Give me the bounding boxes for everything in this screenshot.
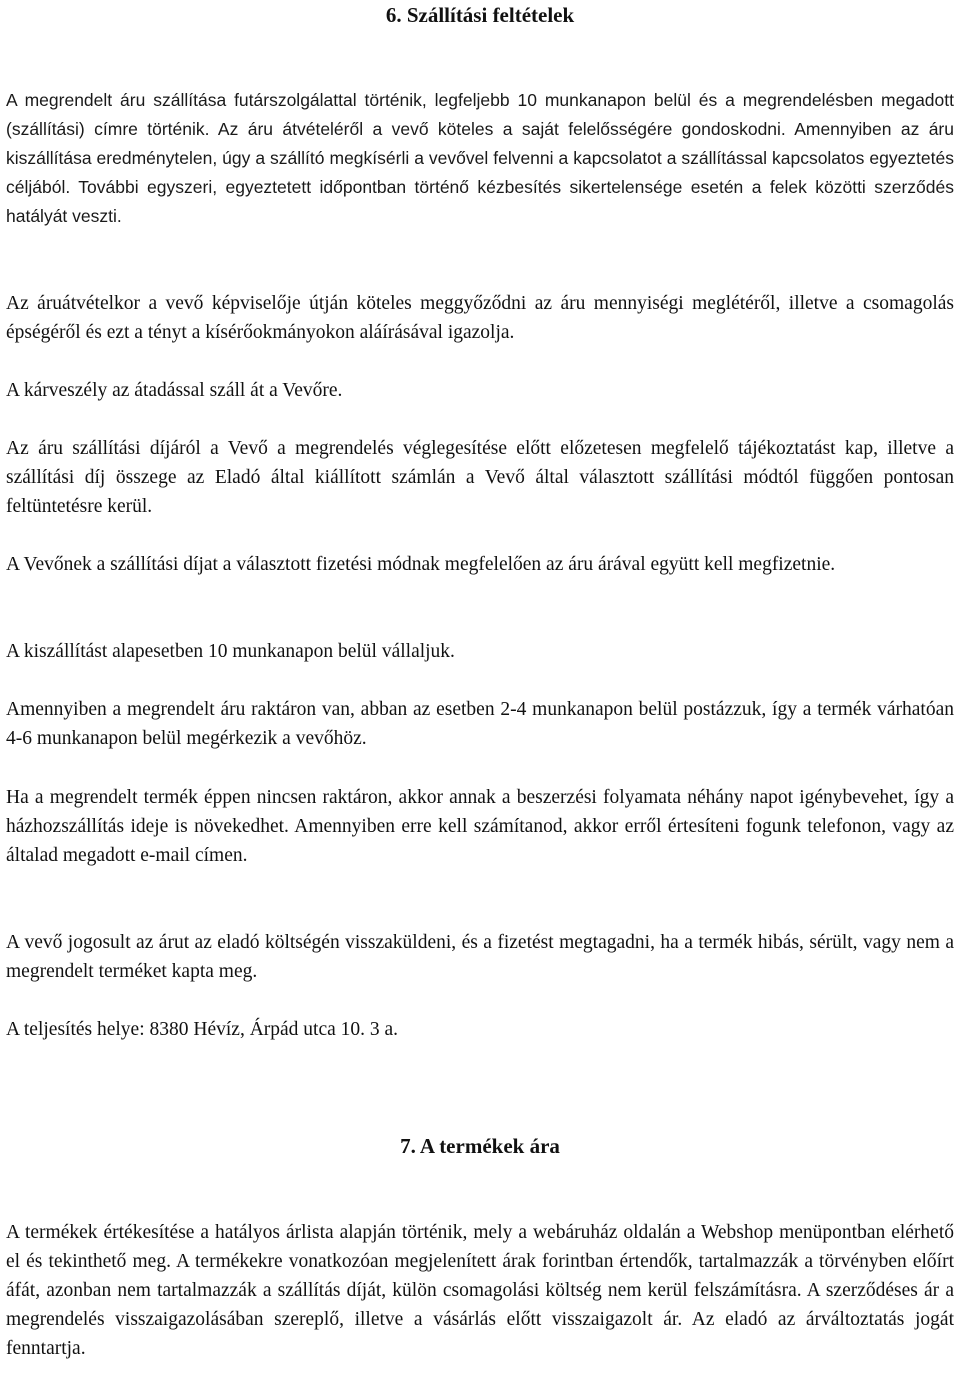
paragraph-out-of-stock: Ha a megrendelt termék éppen nincsen raktáron, akkor annak a beszerzési folyamata néhány napot igénybevehet, így a házhozszállítás ideje is növekedhet. Amennyiben erre kell számítanod, akkor erről értesíteni fogunk telefonon, vagy az általad megadott e-mail címen.: [6, 787, 954, 866]
paragraph-delivery-method: A megrendelt áru szállítása futárszolgálattal történik, legfeljebb 10 munkanapon belül és a megrendelésben megadott (szállítási) címre történik. Az áru átvételéről a vevő köteles a saját felelősségére gondoskodni. Amennyiben az áru kiszállítása eredménytelen, úgy a szállító megkísérli a vevővel felvenni a kapcsolatot a szállítással kapcsolatos egyeztetés céljából. További egyszeri, egyeztetett időpontban történő kézbesítés sikertelensége esetén a felek közötti szerződés hatályát veszti.: [6, 90, 954, 226]
paragraph-return-right: A vevő jogosult az árut az eladó költségén visszaküldeni, és a fizetést megtagadni, ha a termék hibás, sérült, vagy nem a megrendelt terméket kapta meg.: [6, 932, 954, 982]
paragraph-shipping-fee-info: Az áru szállítási díjáról a Vevő a megrendelés véglegesítése előtt előzetesen megfelelő tájékoztatást kap, illetve a szállítási díj összege az Eladó által kiállított számlán a Vevő által választott szállítási módtól függően pontosan feltüntetésre kerül.: [6, 438, 954, 517]
paragraph-shipping-fee-payment: A Vevőnek a szállítási díjat a választott fizetési módnak megfelelően az áru árával együtt kell megfizetnie.: [6, 554, 836, 575]
paragraph-product-prices: A termékek értékesítése a hatályos árlista alapján történik, mely a webáruház oldalán a Webshop menüpontban elérhető el és tekinthető meg. A termékekre vonatkozóan megjelenített árak forintban értendők, tartalmazzák a törvényben előírt áfát, azonban nem tartalmazzák a szállítás díját, külön csomagolási költség nem kerül felszámításra. A szerződéses ár a megrendelés visszaigazolásában szereplő, illetve a vásárlás előtt visszaigazolt ár. Az eladó az árváltoztatás jogát fenntartja.: [6, 1222, 954, 1359]
paragraph-risk-transfer: A kárveszély az átadással száll át a Vevőre.: [6, 380, 343, 401]
paragraph-in-stock: Amennyiben a megrendelt áru raktáron van, abban az esetben 2-4 munkanapon belül postázzuk, így a termék várhatóan 4-6 munkanapon belül megérkezik a vevőhöz.: [6, 699, 954, 749]
paragraph-place-of-performance: A teljesítés helye: 8380 Hévíz, Árpád utca 10. 3 a.: [6, 1019, 399, 1040]
paragraph-receipt-check: Az áruátvételkor a vevő képviselője útján köteles meggyőződni az áru mennyiségi meglétéről, illetve a csomagolás épségéről és ezt a tényt a kísérőokmányokon aláírásával igazolja.: [6, 293, 954, 343]
paragraph-delivery-time: A kiszállítást alapesetben 10 munkanapon belül vállaljuk.: [6, 641, 455, 662]
section-7-heading: 7. A termékek ára: [400, 1134, 560, 1158]
section-6-heading: 6. Szállítási feltételek: [385, 3, 575, 27]
